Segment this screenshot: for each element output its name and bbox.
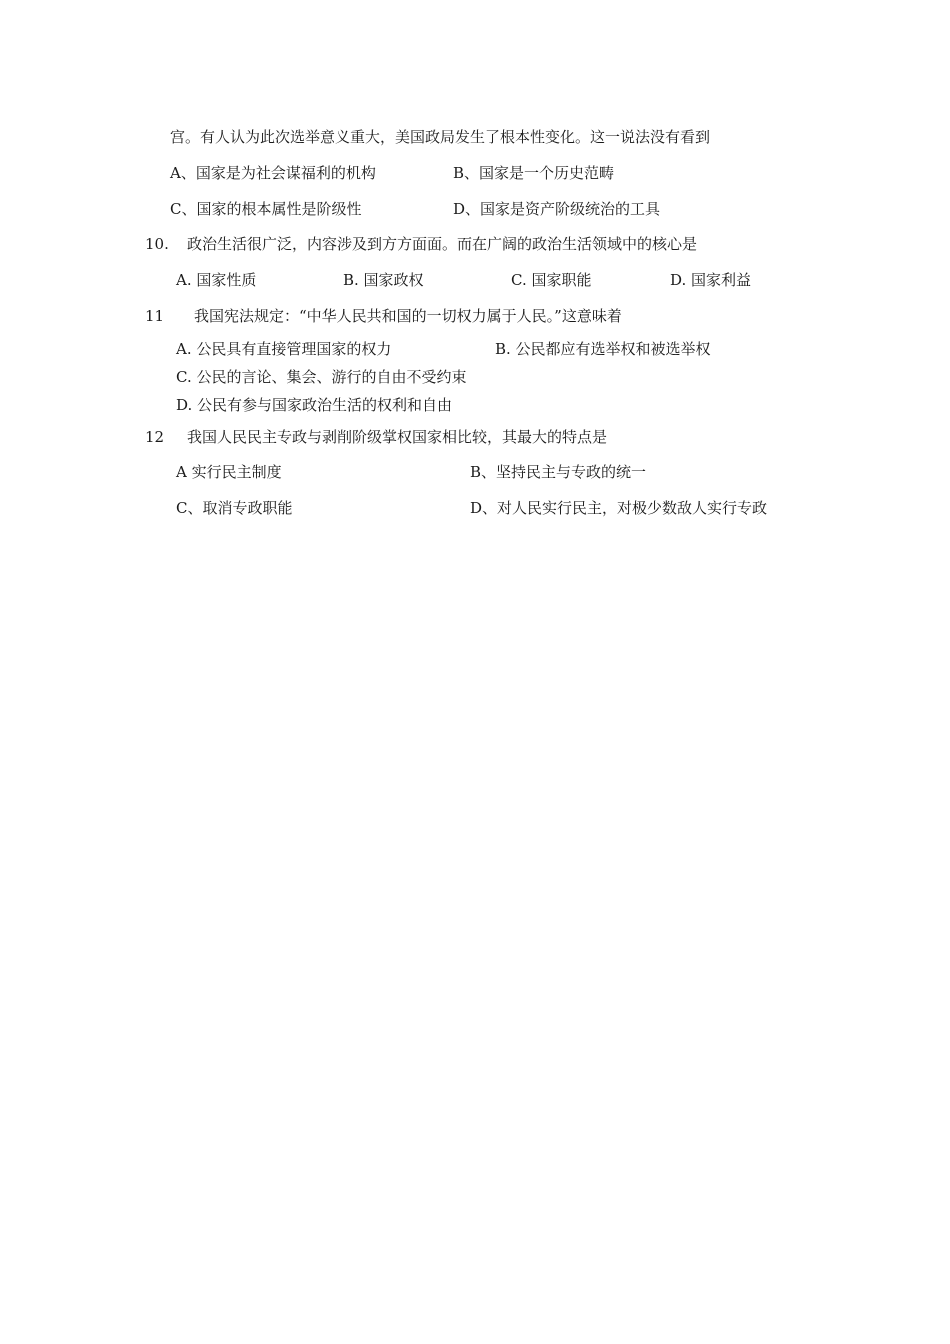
q9-option-d: D、国家是资产阶级统治的工具 [453, 200, 661, 218]
q11-stem: 我国宪法规定：“中华人民共和国的一切权力属于人民。”这意味着 [194, 307, 622, 325]
q10-option-a: A. 国家性质 [176, 271, 257, 289]
q10-option-b: B. 国家政权 [343, 271, 424, 289]
q10-stem: 政治生活很广泛，内容涉及到方方面面。而在广阔的政治生活领域中的核心是 [187, 235, 698, 253]
q11-option-a: A. 公民具有直接管理国家的权力 [176, 340, 392, 358]
q10-number: 10. [145, 235, 169, 253]
q12-option-a: A 实行民主制度 [176, 463, 282, 481]
q12-number: 12 [145, 428, 165, 446]
q9-option-b: B、国家是一个历史范畴 [453, 164, 615, 182]
q9-option-c: C、国家的根本属性是阶级性 [170, 200, 362, 218]
q9-option-a: A、国家是为社会谋福利的机构 [170, 164, 376, 182]
q10-option-d: D. 国家利益 [670, 271, 752, 289]
q12-option-b: B、坚持民主与专政的统一 [470, 463, 647, 481]
q9-stem-continuation: 宫。有人认为此次选举意义重大，美国政局发生了根本性变化。这一说法没有看到 [170, 128, 711, 146]
q11-number: 11 [145, 307, 165, 325]
q12-option-d: D、对人民实行民主，对极少数敌人实行专政 [470, 499, 768, 517]
q10-option-c: C. 国家职能 [511, 271, 592, 289]
q11-option-c: C. 公民的言论、集会、游行的自由不受约束 [176, 368, 467, 386]
q11-option-b: B. 公民都应有选举权和被选举权 [495, 340, 711, 358]
q11-option-d: D. 公民有参与国家政治生活的权利和自由 [176, 396, 453, 414]
q12-stem: 我国人民民主专政与剥削阶级掌权国家相比较，其最大的特点是 [187, 428, 608, 446]
q12-option-c: C、取消专政职能 [176, 499, 293, 517]
